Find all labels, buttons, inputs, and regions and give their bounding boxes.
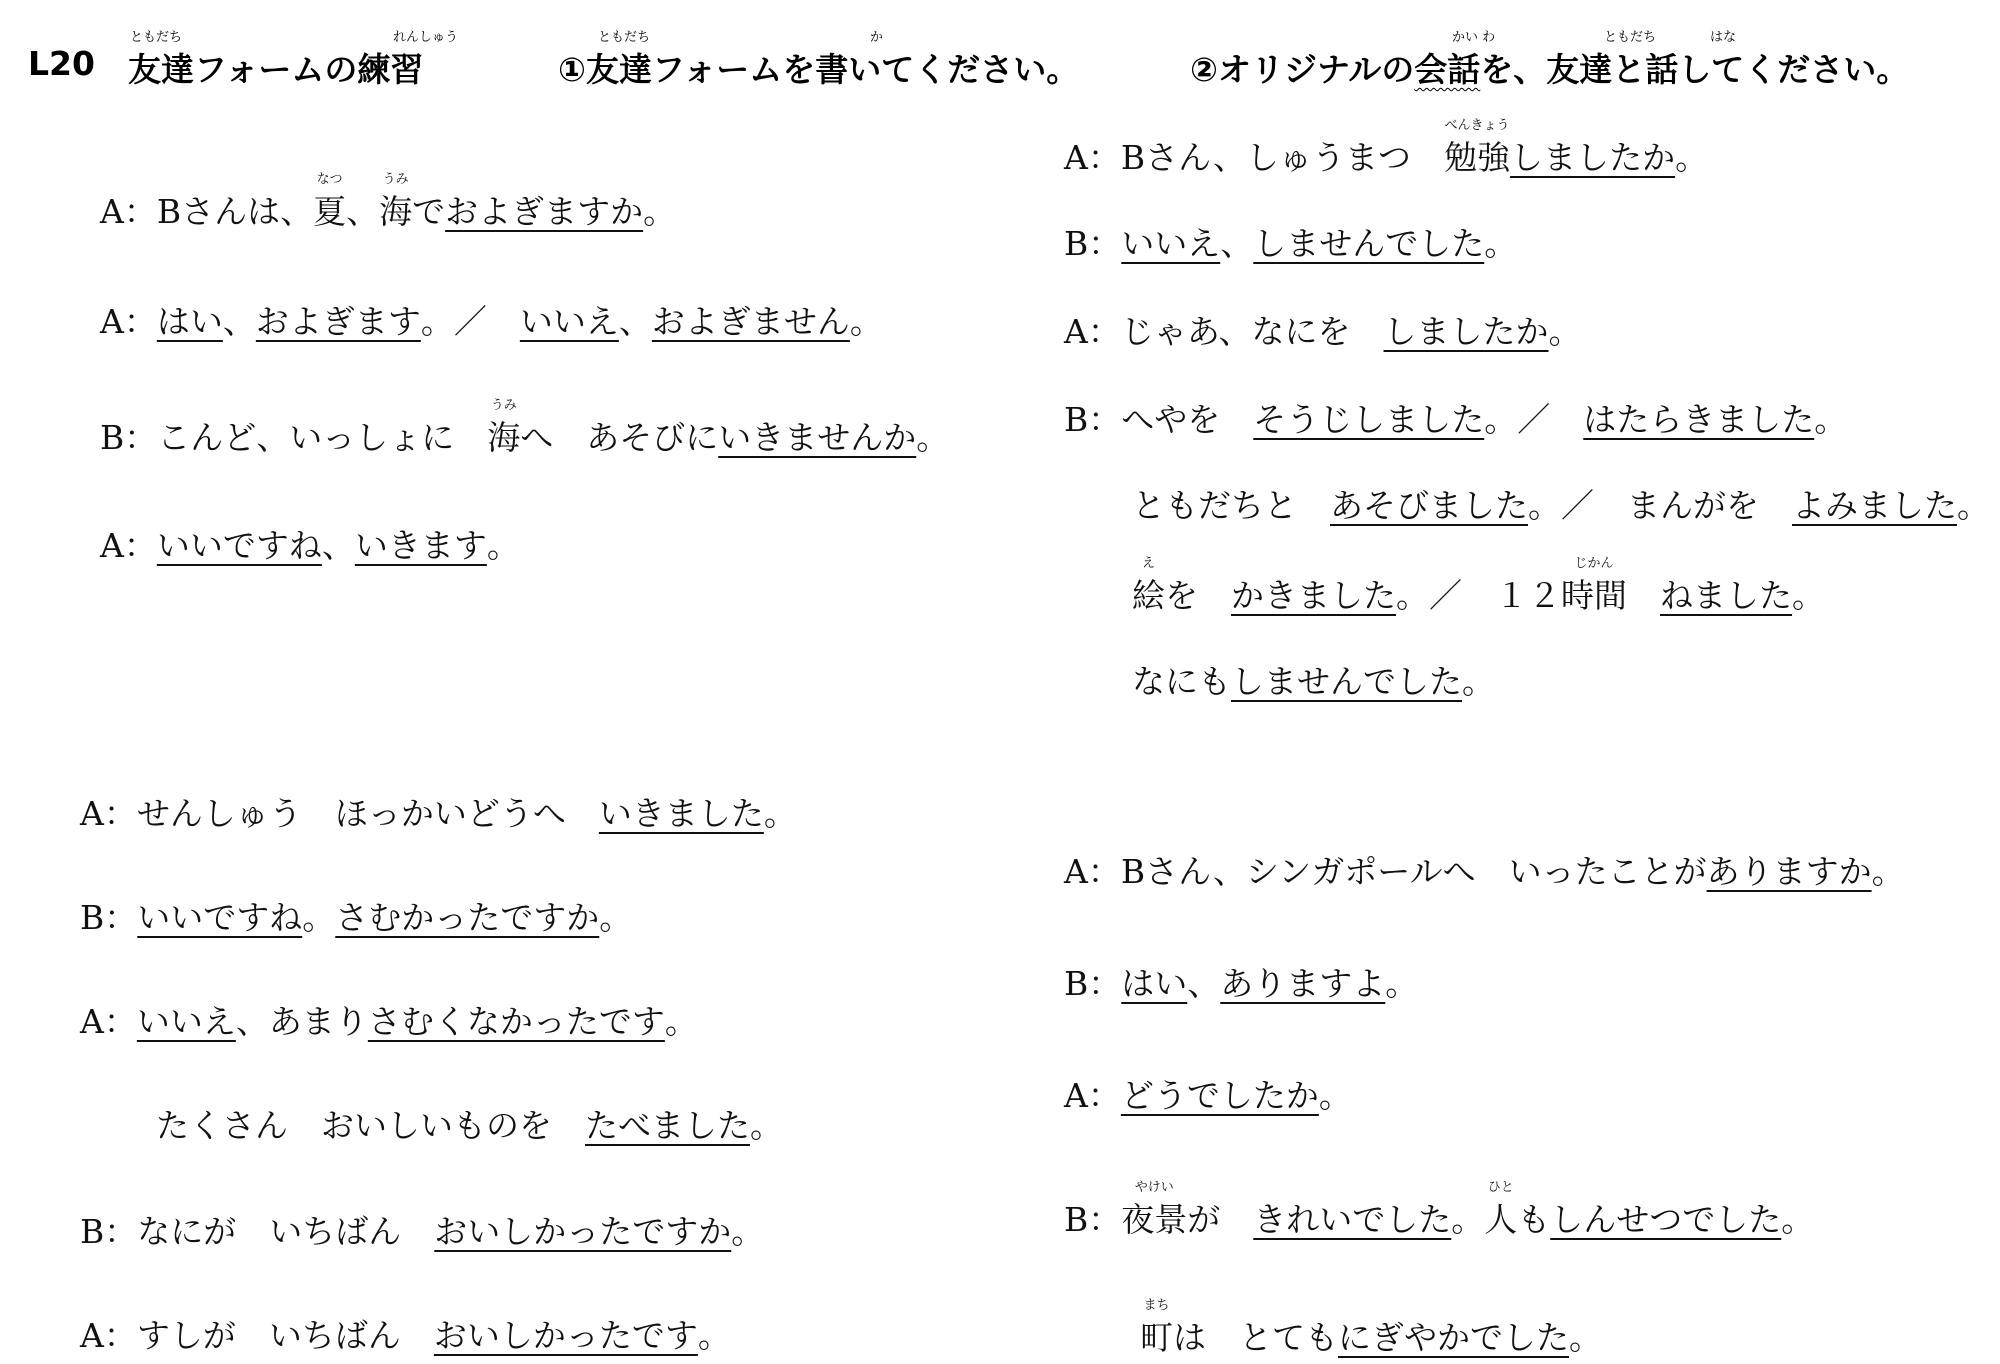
kanji: 時間 <box>1561 576 1627 615</box>
line-text: 。 <box>1569 1318 1602 1357</box>
line-text: A： <box>1064 1076 1121 1115</box>
underlined-answer: あそびました <box>1330 486 1528 525</box>
line-text: 。 <box>1871 852 1905 891</box>
ruby-kanji <box>487 398 521 459</box>
line-text: 。 <box>599 898 633 937</box>
instruction1-ruby-ka: か <box>870 30 884 45</box>
underlined-answer: たべました <box>585 1106 750 1145</box>
kanji: 勉強 <box>1444 138 1511 177</box>
title-ruby-renshuu: れんしゅう <box>393 30 459 45</box>
dialog-line <box>80 788 797 835</box>
line-text: ともだちと <box>1132 486 1330 525</box>
kanji: 人 <box>1484 1200 1518 1239</box>
underlined-answer: そうじしました <box>1253 400 1485 439</box>
kanji: 夜景 <box>1121 1200 1188 1239</box>
line-text: 。 <box>763 794 797 833</box>
line-text: A：じゃあ、なにを <box>1064 312 1384 351</box>
underlined-answer: おいしかったですか <box>434 1212 732 1251</box>
title-ruby-tomodachi: ともだち <box>130 30 183 45</box>
line-text: 。 <box>916 418 950 457</box>
kanji: 町 <box>1140 1318 1173 1357</box>
ruby-reading: なつ <box>316 172 343 187</box>
underlined-answer: ありますよ <box>1220 964 1386 1003</box>
instruction2-ruby-kaiwa: かい わ <box>1452 30 1496 45</box>
underlined-answer: いいえ <box>136 1002 236 1041</box>
dialog-line <box>1064 1180 1815 1241</box>
kanji: 海 <box>487 418 521 457</box>
line-text: たくさん おいしいものを <box>156 1106 585 1145</box>
line-text: A： <box>80 1002 137 1041</box>
line-text: 。 <box>849 302 883 341</box>
line-text: 。 <box>1462 662 1495 701</box>
dialog-line <box>80 892 632 939</box>
line-text: B：こんど、いっしょに <box>100 418 488 457</box>
dialog-line <box>100 296 883 343</box>
underlined-answer: およぎますか <box>445 192 644 231</box>
line-text: 。 <box>1548 312 1582 351</box>
line-text: A： <box>100 526 157 565</box>
dialog-line <box>1132 656 1495 703</box>
underlined-answer: いいえ <box>519 302 619 341</box>
line-text: A：Bさん、シンガポールへ いったことが <box>1064 852 1707 891</box>
line-text: 、 <box>346 192 380 231</box>
ruby-kanji <box>313 172 347 233</box>
line-text: 。 <box>486 526 520 565</box>
line-text: 、 <box>222 302 256 341</box>
line-text: 。 <box>1675 138 1709 177</box>
ruby-reading: やけい <box>1134 1180 1174 1195</box>
line-text: 。／ まんがを <box>1528 486 1792 525</box>
line-text: が <box>1187 1200 1254 1239</box>
line-text: B： <box>80 898 138 937</box>
ruby-reading: うみ <box>490 398 517 413</box>
dialog-line <box>1132 480 1990 527</box>
underlined-answer: ねました <box>1660 576 1792 615</box>
worksheet-title: 友達フォームの練習 <box>128 50 424 89</box>
dialog-line <box>1064 306 1582 353</box>
line-text: で <box>412 192 446 231</box>
ruby-kanji <box>1561 556 1627 617</box>
kanji: 海 <box>379 192 413 231</box>
lesson-number: L20 <box>28 44 95 83</box>
dialog-line <box>1064 218 1517 265</box>
dialog-line <box>1140 1298 1602 1359</box>
ruby-kanji <box>1121 1180 1188 1241</box>
line-text: 。 <box>1957 486 1990 525</box>
line-text: B：へやを <box>1064 400 1254 439</box>
instruction-2 <box>1190 44 1909 91</box>
line-text: A：Bさんは、 <box>100 192 314 231</box>
line-text: 、 <box>618 302 652 341</box>
underlined-answer: しませんでした <box>1253 224 1485 263</box>
line-text: は とても <box>1173 1318 1338 1357</box>
underlined-answer: いきました <box>598 794 764 833</box>
ruby-kanji <box>1140 1298 1173 1359</box>
dialog-line <box>80 1310 731 1357</box>
line-text: 。／ １２ <box>1396 576 1561 615</box>
line-text: B： <box>1064 224 1122 263</box>
underlined-answer: しませんでした <box>1231 662 1462 701</box>
dialog-line <box>100 520 520 567</box>
line-text: 。 <box>1385 964 1419 1003</box>
ruby-reading: うみ <box>382 172 409 187</box>
line-text: 。 <box>1792 576 1825 615</box>
underlined-answer: およぎます <box>255 302 421 341</box>
line-text: 、 <box>1187 964 1221 1003</box>
underlined-answer: いきませんか <box>718 418 917 457</box>
ruby-reading: べんきょう <box>1444 118 1510 133</box>
ruby-reading: まち <box>1143 1298 1170 1313</box>
line-text: A：すしが いちばん <box>80 1316 434 1355</box>
line-text: 。 <box>750 1106 783 1145</box>
dialog-line <box>100 398 950 459</box>
dialog-line <box>1064 118 1709 179</box>
underlined-answer: いいえ <box>1121 224 1221 263</box>
line-text: A：せんしゅう ほっかいどうへ <box>80 794 599 833</box>
underlined-answer: はい <box>156 302 223 341</box>
line-text: 。 <box>1484 224 1518 263</box>
line-text: B： <box>1064 1200 1122 1239</box>
underlined-answer: ありますか <box>1706 852 1872 891</box>
ruby-reading: じかん <box>1574 556 1614 571</box>
line-text: 。 <box>1781 1200 1815 1239</box>
dialog-line <box>80 996 698 1043</box>
dialog-line <box>156 1100 783 1147</box>
underlined-answer: きれいでした <box>1253 1200 1452 1239</box>
dialog-line <box>1064 1070 1352 1117</box>
underlined-answer: さむかったですか <box>335 898 600 937</box>
underlined-answer: およぎません <box>651 302 850 341</box>
instruction-1: ①友達フォームを書いてください。 <box>558 50 1080 89</box>
line-text: 、 <box>321 526 355 565</box>
kanji: 夏 <box>313 192 347 231</box>
underlined-answer: さむくなかったです <box>367 1002 665 1041</box>
dialog-line <box>80 1206 764 1253</box>
line-text: 、あまり <box>235 1002 368 1041</box>
line-text: も <box>1517 1200 1551 1239</box>
dialog-line <box>1064 846 1905 893</box>
instruction2-ruby-tomodachi: ともだち <box>1604 30 1657 45</box>
underlined-answer: しましたか <box>1383 312 1549 351</box>
instruction1-ruby-tomodachi: ともだち <box>598 30 651 45</box>
underlined-answer: いきます <box>354 526 487 565</box>
line-text: A：Bさん、しゅうまつ <box>1064 138 1445 177</box>
line-text: 。 <box>697 1316 731 1355</box>
line-text: B： <box>1064 964 1122 1003</box>
line-text: へ あそびに <box>520 418 719 457</box>
dialog-line <box>100 172 677 233</box>
underlined-answer: どうでしたか <box>1120 1076 1319 1115</box>
line-text: 。 <box>1318 1076 1352 1115</box>
line-text: 。 <box>1451 1200 1485 1239</box>
underlined-answer: いいですね <box>137 898 303 937</box>
underlined-answer: かきました <box>1231 576 1396 615</box>
kanji: 絵 <box>1132 576 1165 615</box>
ruby-kanji <box>1444 118 1511 179</box>
worksheet-header <box>28 14 1988 94</box>
line-text: 、 <box>1220 224 1254 263</box>
underlined-answer: いいですね <box>156 526 322 565</box>
line-text: 。 <box>302 898 336 937</box>
line-text <box>1627 570 1660 617</box>
dialog-line <box>1064 394 1847 441</box>
ruby-kanji <box>1132 556 1165 617</box>
instruction2-ruby-hana: はな <box>1710 30 1737 45</box>
line-text: 。 <box>1814 400 1848 439</box>
ruby-kanji <box>379 172 413 233</box>
dialog-line <box>1064 958 1418 1005</box>
underlined-answer: よみました <box>1792 486 1957 525</box>
underlined-answer: しましたか <box>1510 138 1676 177</box>
line-text: なにも <box>1132 662 1231 701</box>
underlined-answer: はたらきました <box>1583 400 1815 439</box>
underlined-answer: にぎやかでした <box>1338 1318 1569 1357</box>
line-text: 。 <box>664 1002 698 1041</box>
line-text: A： <box>100 302 157 341</box>
instruction-2-wavy-word: 会話 <box>1414 50 1481 89</box>
line-text: 。／ <box>420 302 520 341</box>
line-text: B：なにが いちばん <box>80 1212 435 1251</box>
dialog-line <box>1132 556 1825 617</box>
instruction-2-post: を、友達と話してください。 <box>1480 50 1910 89</box>
line-text: 。 <box>643 192 677 231</box>
underlined-answer: しんせつでした <box>1550 1200 1782 1239</box>
line-text: 。／ <box>1484 400 1584 439</box>
ruby-reading: え <box>1141 556 1155 571</box>
underlined-answer: はい <box>1121 964 1188 1003</box>
line-text: を <box>1165 576 1231 615</box>
instruction-2-pre: ②オリジナルの <box>1190 50 1415 89</box>
underlined-answer: おいしかったです <box>433 1316 698 1355</box>
ruby-reading: ひと <box>1487 1180 1514 1195</box>
ruby-kanji <box>1484 1180 1518 1241</box>
line-text: 。 <box>731 1212 765 1251</box>
